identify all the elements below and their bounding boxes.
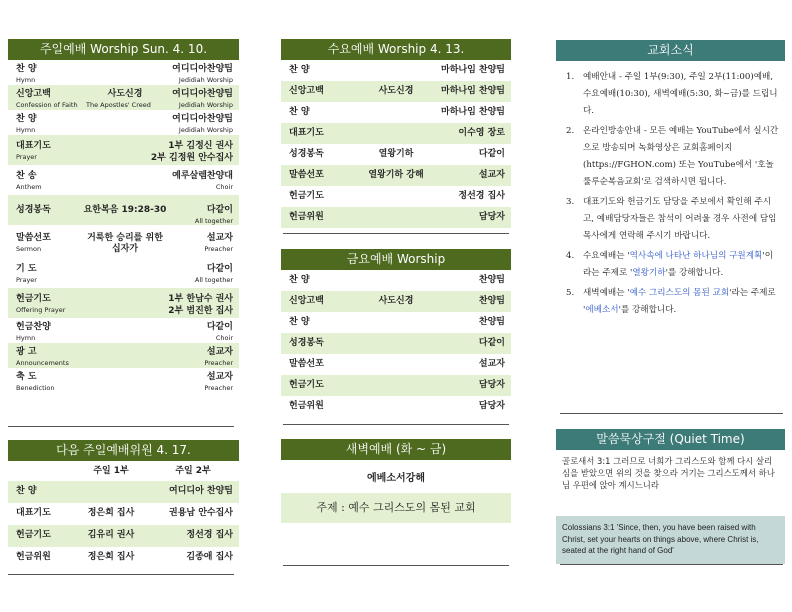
- order-label-en: Hymn: [16, 76, 36, 84]
- news-highlight: 에베소서: [585, 305, 619, 315]
- order-leader-en: Preacher: [204, 245, 233, 253]
- order-row: [8, 368, 239, 393]
- order-label: 헌금위원: [289, 212, 324, 222]
- order-label: 말씀선포: [16, 233, 51, 243]
- order-label-en: Prayer: [16, 153, 37, 161]
- order-leader: 다같이: [478, 338, 505, 348]
- order-leader-en: Jedidiah Worship: [178, 101, 233, 109]
- next-label: 대표기도: [16, 508, 51, 518]
- order-row: [8, 60, 239, 85]
- order-label: 신앙고백: [289, 296, 324, 306]
- next-sunday-section: [8, 440, 239, 569]
- order-leader-en: Jedidiah Worship: [178, 76, 233, 84]
- order-label: 헌금기도: [289, 380, 324, 390]
- next-value-2: 권용남 안수집사: [169, 508, 233, 518]
- friday-row: [281, 375, 511, 396]
- friday-order-list: [281, 270, 511, 417]
- order-leader: 정선경 집사: [458, 191, 505, 201]
- wednesday-title: 수요예배 Worship 4. 13.: [281, 39, 511, 60]
- news-number: 5.: [566, 288, 575, 298]
- order-label: 신앙고백: [289, 86, 324, 96]
- friday-row: [281, 312, 511, 333]
- order-label: 축 도: [16, 372, 37, 382]
- order-leader-en: Jedidiah Worship: [178, 126, 233, 134]
- order-leader: 담당자: [478, 401, 505, 411]
- order-leader: 다같이: [206, 322, 233, 332]
- friday-row: [281, 333, 511, 354]
- friday-title: 금요예배 Worship: [281, 249, 511, 270]
- sunday-section: [8, 39, 239, 393]
- news-text: '를 강해합니다.: [618, 305, 677, 315]
- order-leader: 담당자: [478, 380, 505, 390]
- order-label-en: Confession of Faith: [16, 101, 78, 109]
- friday-row: [281, 354, 511, 375]
- order-label: 성경봉독: [289, 338, 324, 348]
- divider: [8, 426, 234, 427]
- divider: [283, 233, 509, 234]
- next-sunday-list: [8, 481, 239, 569]
- order-leader: 이수영 장로: [458, 128, 505, 138]
- order-leader-en: Choir: [215, 183, 233, 191]
- order-row: [8, 225, 239, 258]
- order-leader: 여디디아찬양팀: [172, 114, 233, 124]
- order-leader: 다같이: [206, 264, 233, 274]
- order-label: 찬 양: [16, 64, 37, 74]
- order-label: 성경봉독: [16, 205, 51, 215]
- order-leader: 다같이: [206, 205, 233, 215]
- order-label: 말씀선포: [289, 170, 324, 180]
- order-label: 성경봉독: [289, 149, 324, 159]
- order-row: [8, 110, 239, 135]
- news-text: 예배안내 - 주일 1부(9:30), 주일 2부(11:00)예배, 수요예배(10:30), 새벽예배(5:30, 화~금)를 드립니다.: [583, 72, 778, 116]
- wednesday-row: [281, 81, 511, 102]
- next-value-1: 정은희 집사: [87, 508, 135, 518]
- news-list: [556, 69, 785, 319]
- next-label: 찬 양: [16, 486, 37, 496]
- news-text: '를 강해합니다.: [665, 268, 724, 278]
- dawn-section: [281, 439, 511, 523]
- friday-section: [281, 249, 511, 417]
- wednesday-row: [281, 186, 511, 207]
- wednesday-row: [281, 102, 511, 123]
- order-row: [8, 258, 239, 288]
- wednesday-row: [281, 60, 511, 81]
- news-section: [556, 40, 785, 322]
- wednesday-section: [281, 39, 511, 228]
- order-label-en: Offering Prayer: [16, 306, 66, 314]
- order-leader: 마하나임 찬양팀: [441, 86, 505, 96]
- news-highlight: 역사속에 나타난 하나님의 구원계획: [629, 251, 763, 261]
- next-value-2: 여디디아 찬양팀: [169, 486, 233, 496]
- news-text: '이라는 주제로 ': [583, 251, 774, 278]
- divider: [8, 574, 234, 575]
- order-leader-en: Preacher: [204, 359, 233, 367]
- divider: [560, 564, 783, 565]
- qt-section: [556, 429, 785, 564]
- order-row: [8, 318, 239, 343]
- order-leader: 설교자: [206, 233, 233, 243]
- next-value-1: 김유리 권사: [87, 530, 135, 540]
- order-leader: 설교자: [206, 347, 233, 357]
- order-leader: 마하나임 찬양팀: [441, 65, 505, 75]
- news-text: '라는 주제로 ': [583, 288, 776, 315]
- order-label: 대표기도: [289, 128, 324, 138]
- order-leader: 찬양팀: [478, 296, 505, 306]
- friday-row: [281, 396, 511, 417]
- order-row: [8, 135, 239, 165]
- order-label: 찬 양: [289, 275, 310, 285]
- dawn-theme: 주제 : 예수 그리스도의 몸된 교회: [281, 493, 511, 523]
- order-label: 찬 양: [16, 114, 37, 124]
- news-text: 온라인방송안내 - 모든 예배는 YouTube에서 실시간으로 방송되며 녹화영상은 교회홈페이지(https://FGHON.com) 또는 YouTube에서 '호놀룰루순복음교회'로 검색하시면 됩니다.: [583, 126, 779, 187]
- order-label-en: Announcements: [16, 359, 69, 367]
- wednesday-row: [281, 207, 511, 228]
- next-sunday-col-headers: [8, 461, 239, 481]
- news-text: 대표기도와 헌금기도 담당을 주보에서 확인해 주시고, 예배담당자들은 참석이 어려울 경우 사전에 담임목사에게 연락해 주시기 바랍니다.: [583, 197, 777, 241]
- wednesday-order-list: [281, 60, 511, 228]
- news-number: 3.: [566, 197, 575, 207]
- order-leader: 여디디아찬양팀: [172, 89, 233, 99]
- order-label: 찬 양: [289, 65, 310, 75]
- news-number: 4.: [566, 251, 575, 261]
- order-leader: 설교자: [206, 372, 233, 382]
- order-label-en: Hymn: [16, 126, 36, 134]
- wednesday-row: [281, 144, 511, 165]
- dawn-book: 에베소서강해: [367, 473, 425, 484]
- next-sunday-title: 다음 주일예배위원 4. 17.: [8, 440, 239, 461]
- dawn-title: 새벽예배 (화 ~ 금): [281, 439, 511, 460]
- next-label: 헌금위원: [16, 552, 51, 562]
- order-row: [8, 195, 239, 225]
- news-item: [566, 194, 781, 245]
- order-leader: 찬양팀: [478, 275, 505, 285]
- col-header-1: 주일 1부: [93, 466, 129, 476]
- order-leader-en: All together: [194, 276, 233, 284]
- order-label-en: Hymn: [16, 334, 36, 342]
- order-leader: 설교자: [478, 359, 505, 369]
- order-label: 찬 양: [289, 317, 310, 327]
- order-content: 요한복음 19:28-30: [83, 205, 167, 215]
- next-row: [8, 547, 239, 569]
- qt-title: 말씀묵상구절 (Quiet Time): [556, 429, 785, 450]
- order-label: 말씀선포: [289, 359, 324, 369]
- order-row: [8, 85, 239, 110]
- news-item: [566, 285, 781, 319]
- order-label: 신앙고백: [16, 89, 51, 99]
- qt-english: Colossians 3:1 'Since, then, you have been raised with Christ, set your hearts on things above, where Christ is, seated at the right hand of God': [556, 516, 785, 564]
- order-leader-en: Preacher: [204, 384, 233, 392]
- order-label: 헌금위원: [289, 401, 324, 411]
- order-leader-2: 2부 범진한 집사: [168, 306, 233, 316]
- sunday-order-list: [8, 60, 239, 393]
- order-label: 헌금기도: [289, 191, 324, 201]
- order-label-en: Anthem: [16, 183, 42, 191]
- next-row: [8, 525, 239, 547]
- order-label: 대표기도: [16, 141, 51, 151]
- news-item: [566, 69, 781, 120]
- order-row: [8, 165, 239, 195]
- news-highlight: 예수 그리스도의 몸된 교회: [629, 288, 730, 298]
- order-content: 사도신경: [378, 86, 414, 96]
- order-content: 사도신경: [378, 296, 414, 306]
- news-number: 2.: [566, 126, 575, 136]
- order-content: 사도신경: [107, 89, 143, 99]
- order-leader: 예루살렘찬양대: [172, 171, 233, 181]
- order-leader: 마하나임 찬양팀: [441, 107, 505, 117]
- divider: [560, 413, 783, 414]
- news-text: 새벽예배는 ': [583, 288, 630, 298]
- order-content-2: 십자가: [111, 244, 139, 254]
- friday-row: [281, 270, 511, 291]
- order-leader: 찬양팀: [478, 317, 505, 327]
- order-content-en: The Apostles' Creed: [86, 101, 151, 109]
- next-value-2: 김종애 집사: [186, 552, 233, 562]
- news-highlight: 열왕기하: [632, 268, 666, 278]
- order-leader-en: All together: [194, 217, 233, 225]
- news-number: 1.: [566, 72, 575, 82]
- order-content: 열왕기하 강해: [368, 170, 424, 180]
- next-value-2: 정선경 집사: [186, 530, 233, 540]
- order-label: 헌금기도: [16, 294, 51, 304]
- next-row: [8, 503, 239, 525]
- friday-row: [281, 291, 511, 312]
- order-label: 기 도: [16, 264, 37, 274]
- order-label: 찬 양: [289, 107, 310, 117]
- order-label-en: Prayer: [16, 276, 37, 284]
- order-label-en: Sermon: [16, 245, 42, 253]
- order-content: 열왕기하: [378, 149, 414, 159]
- news-item: [566, 123, 781, 191]
- col-header-2: 주일 2부: [175, 466, 211, 476]
- sunday-title: 주일예배 Worship Sun. 4. 10.: [8, 39, 239, 60]
- news-text: 수요예배는 ': [583, 251, 630, 261]
- divider: [283, 424, 509, 425]
- order-leader: 설교자: [478, 170, 505, 180]
- order-label: 찬 송: [16, 171, 37, 181]
- order-leader-en: Choir: [215, 334, 233, 342]
- order-leader: 1부 김정신 권사: [168, 141, 233, 151]
- order-content: 거룩한 승리를 위한: [87, 233, 163, 243]
- wednesday-row: [281, 165, 511, 186]
- order-leader: 다같이: [478, 149, 505, 159]
- qt-korean: 골로새서 3:1 그러므로 너희가 그리스도와 함께 다시 살리심을 받았으면 위의 것을 찾으라 거기는 그리스도께서 하나님 우편에 앉아 계시느니라: [562, 456, 775, 490]
- order-leader: 1부 한남수 권사: [168, 294, 233, 304]
- order-row: [8, 343, 239, 368]
- order-label: 헌금찬양: [16, 322, 51, 332]
- order-leader: 담당자: [478, 212, 505, 222]
- order-label: 광 고: [16, 347, 37, 357]
- next-row: [8, 481, 239, 503]
- news-item: [566, 248, 781, 282]
- wednesday-row: [281, 123, 511, 144]
- order-label-en: Benediction: [16, 384, 55, 392]
- divider: [283, 565, 509, 566]
- order-leader-2: 2부 김정원 안수집사: [150, 153, 233, 163]
- next-label: 헌금기도: [16, 530, 51, 540]
- next-value-1: 정은희 집사: [87, 552, 135, 562]
- order-row: [8, 288, 239, 318]
- news-title: 교회소식: [556, 40, 785, 61]
- order-leader: 여디디아찬양팀: [172, 64, 233, 74]
